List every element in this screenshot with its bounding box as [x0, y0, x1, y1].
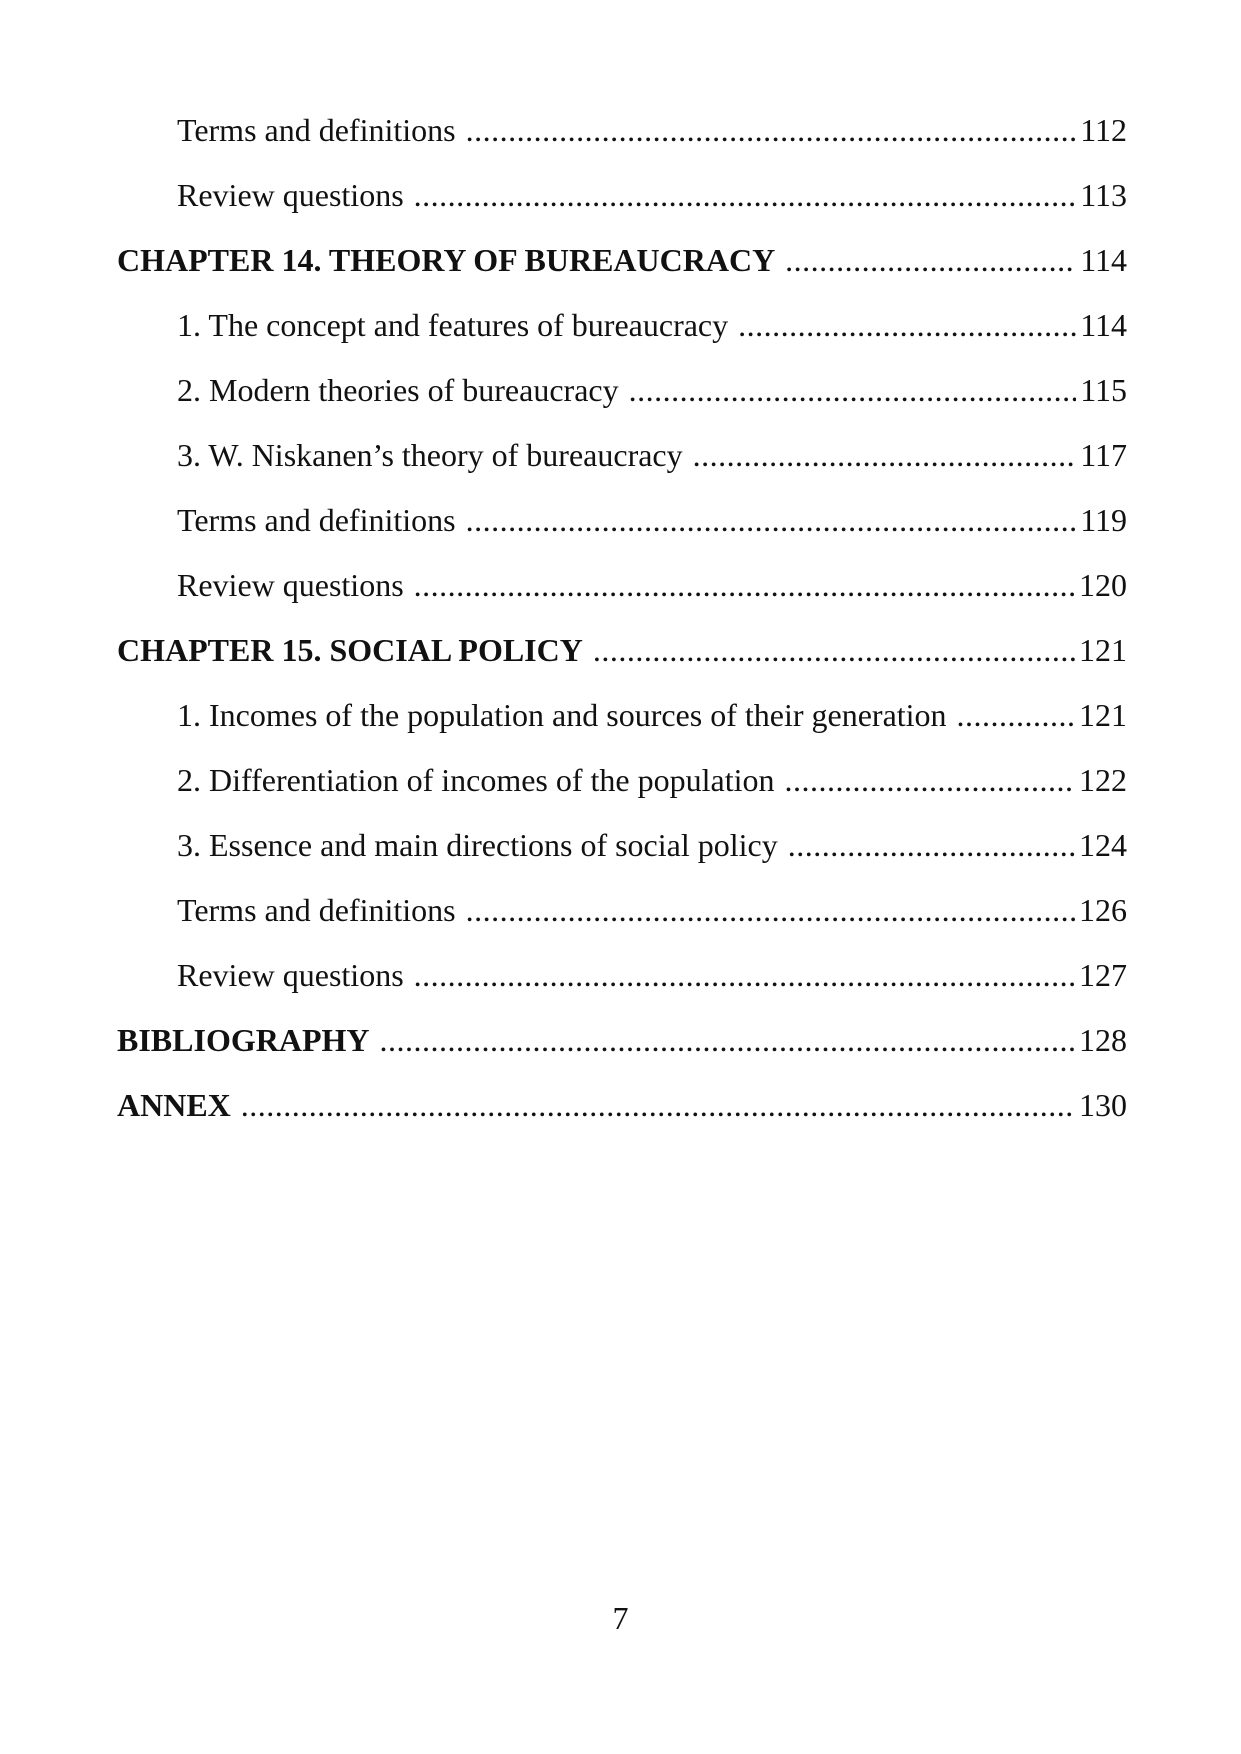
toc-entry-page: 113 [1080, 177, 1127, 213]
toc-entry-label: Terms and definitions [177, 892, 456, 928]
dot-leader [784, 762, 1075, 798]
toc-entry-essence-of-social-policy[interactable] [0, 827, 1241, 892]
toc-entry-chapter-14[interactable] [0, 242, 1241, 307]
toc-entry-label: Review questions [177, 177, 404, 213]
toc-entry-page: 114 [1080, 307, 1127, 343]
page-number: 7 [612, 1600, 629, 1636]
toc-entry-label: CHAPTER 15. SOCIAL POLICY [117, 632, 583, 668]
toc-entry-label: 3. Essence and main directions of social policy [177, 827, 778, 863]
dot-leader [466, 892, 1075, 928]
toc-entry-terms-and-definitions-126[interactable] [0, 892, 1241, 957]
toc-entry-page: 130 [1079, 1087, 1127, 1123]
toc-entry-chapter-15[interactable] [0, 632, 1241, 697]
toc-entry-review-questions-127[interactable] [0, 957, 1241, 1022]
table-of-contents [0, 112, 1241, 1152]
toc-entry-page: 114 [1080, 242, 1127, 278]
toc-entry-page: 121 [1079, 632, 1127, 668]
toc-entry-bibliography[interactable] [0, 1022, 1241, 1087]
toc-entry-niskanen-theory[interactable] [0, 437, 1241, 502]
toc-entry-label: 3. W. Niskanen’s theory of bureaucracy [177, 437, 683, 473]
dot-leader [957, 697, 1075, 733]
toc-entry-page: 128 [1079, 1022, 1127, 1058]
toc-entry-terms-and-definitions-119[interactable] [0, 502, 1241, 567]
toc-entry-label: 1. Incomes of the population and sources of their generation [177, 697, 947, 733]
toc-entry-concept-and-features[interactable] [0, 307, 1241, 372]
dot-leader [414, 957, 1075, 993]
toc-entry-page: 124 [1079, 827, 1127, 863]
dot-leader [241, 1087, 1075, 1123]
toc-entry-label: Terms and definitions [177, 112, 456, 148]
dot-leader [414, 177, 1077, 213]
toc-entry-modern-theories[interactable] [0, 372, 1241, 437]
dot-leader [785, 242, 1076, 278]
toc-entry-label: Review questions [177, 957, 404, 993]
toc-entry-page: 115 [1080, 372, 1127, 408]
dot-leader [738, 307, 1076, 343]
toc-entry-page: 126 [1079, 892, 1127, 928]
dot-leader [593, 632, 1075, 668]
dot-leader [466, 112, 1077, 148]
dot-leader [693, 437, 1077, 473]
toc-entry-page: 112 [1080, 112, 1127, 148]
toc-entry-label: CHAPTER 14. THEORY OF BUREAUCRACY [117, 242, 776, 278]
dot-leader [414, 567, 1075, 603]
toc-entry-page: 119 [1080, 502, 1127, 538]
toc-entry-page: 122 [1079, 762, 1127, 798]
dot-leader [466, 502, 1077, 538]
toc-entry-label: 2. Modern theories of bureaucracy [177, 372, 619, 408]
toc-entry-review-questions-113[interactable] [0, 177, 1241, 242]
toc-entry-page: 120 [1079, 567, 1127, 603]
dot-leader [788, 827, 1075, 863]
toc-entry-annex[interactable] [0, 1087, 1241, 1152]
toc-entry-review-questions-120[interactable] [0, 567, 1241, 632]
toc-entry-label: Review questions [177, 567, 404, 603]
toc-entry-page: 121 [1079, 697, 1127, 733]
toc-entry-label: ANNEX [117, 1087, 231, 1123]
toc-entry-label: Terms and definitions [177, 502, 456, 538]
toc-entry-page: 127 [1079, 957, 1127, 993]
toc-entry-label: BIBLIOGRAPHY [117, 1022, 370, 1058]
dot-leader [629, 372, 1077, 408]
toc-entry-terms-and-definitions-112[interactable] [0, 112, 1241, 177]
toc-entry-label: 2. Differentiation of incomes of the population [177, 762, 775, 798]
toc-entry-differentiation-of-incomes[interactable] [0, 762, 1241, 827]
toc-entry-label: 1. The concept and features of bureaucracy [177, 307, 729, 343]
dot-leader [379, 1022, 1075, 1058]
toc-entry-incomes-of-population[interactable] [0, 697, 1241, 762]
toc-entry-page: 117 [1080, 437, 1127, 473]
